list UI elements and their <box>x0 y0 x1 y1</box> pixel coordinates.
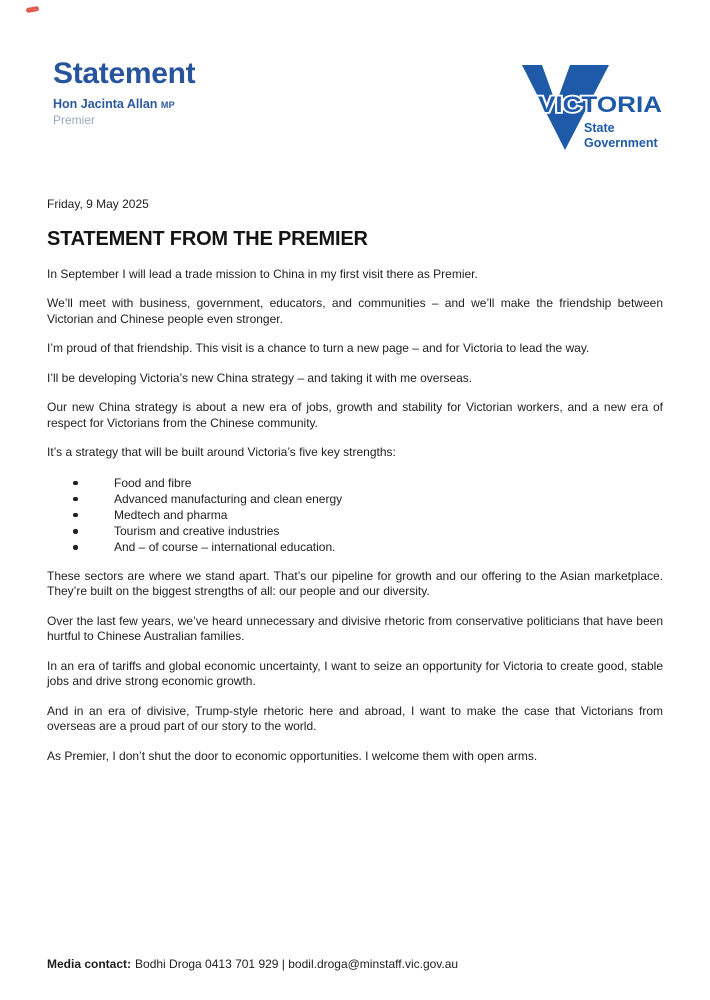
author-role: Premier <box>53 113 96 127</box>
body-paragraph: In September I will lead a trade mission to China in my first visit there as Premier. <box>47 266 478 281</box>
victoria-state-government-logo <box>514 58 670 152</box>
document-date: Friday, 9 May 2025 <box>47 197 149 211</box>
masthead-title: Statement <box>53 57 196 90</box>
list-item <box>47 491 663 507</box>
list-item <box>47 475 663 491</box>
media-contact-line <box>47 957 663 971</box>
author-name <box>53 97 195 111</box>
document-title: STATEMENT FROM THE PREMIER <box>47 227 368 250</box>
author-name-text: Hon Jacinta Allan <box>53 97 158 111</box>
list-item-text: Tourism and creative industries <box>114 524 280 539</box>
bullet-icon <box>73 481 78 486</box>
red-pen-mark <box>26 6 40 13</box>
media-contact-details: Bodhi Droga 0413 701 929 | bodil.droga@minstaff.vic.gov.au <box>135 957 459 971</box>
list-item-text: Medtech and pharma <box>114 507 228 522</box>
body-paragraph: Over the last few years, we’ve heard unnecessary and divisive rhetoric from conservative politicians that have been hurtful to Chinese Australian families. <box>47 613 663 644</box>
list-item-text: Food and fibre <box>114 475 192 490</box>
author-postnominal: MP <box>160 100 175 110</box>
bullet-icon <box>73 497 78 502</box>
body-paragraph: We’ll meet with business, government, educators, and communities – and we’ll make the friendship between Victorian and Chinese people even stronger. <box>47 296 663 326</box>
logo-wordmark: VICTORIA <box>538 92 663 117</box>
body-paragraph: These sectors are where we stand apart. That’s our pipeline for growth and our offering to the Asian marketplace. They’re built on the biggest strengths of all: our people and our diversity. <box>47 568 663 599</box>
letterhead <box>53 57 195 127</box>
logo-tagline-state: State <box>584 121 615 135</box>
document-body <box>47 197 663 778</box>
logo-tagline-government: Government <box>584 136 658 150</box>
list-item <box>47 507 663 523</box>
body-paragraph: I’ll be developing Victoria’s new China strategy – and taking it with me overseas. <box>47 370 473 385</box>
list-item <box>47 523 663 539</box>
body-paragraph: I’m proud of that friendship. This visit is a chance to turn a new page – and for Victoria to lead the way. <box>47 341 590 355</box>
body-paragraph: It’s a strategy that will be built around Victoria’s five key strengths: <box>47 445 396 459</box>
key-strengths-list <box>47 475 663 556</box>
body-paragraph: Our new China strategy is about a new era of jobs, growth and stability for Victorian workers, and a new era of respect for Victorians from the Chinese community. <box>47 400 663 430</box>
bullet-icon <box>73 513 78 518</box>
list-item-text: And – of course – international education. <box>114 540 336 555</box>
media-contact-label: Media contact: <box>47 957 132 971</box>
list-item <box>47 539 663 555</box>
body-paragraph: And in an era of divisive, Trump-style rhetoric here and abroad, I want to make the case that Victorians from overseas are a proud part of our story to the world. <box>47 703 663 734</box>
list-item-text: Advanced manufacturing and clean energy <box>114 491 343 506</box>
bullet-icon <box>73 545 78 550</box>
body-paragraph: In an era of tariffs and global economic uncertainty, I want to seize an opportunity for Victoria to create good, stable jobs and drive strong economic growth. <box>47 658 663 689</box>
bullet-icon <box>73 529 78 534</box>
body-paragraph: As Premier, I don’t shut the door to economic opportunities. I welcome them with open arms. <box>47 748 538 763</box>
